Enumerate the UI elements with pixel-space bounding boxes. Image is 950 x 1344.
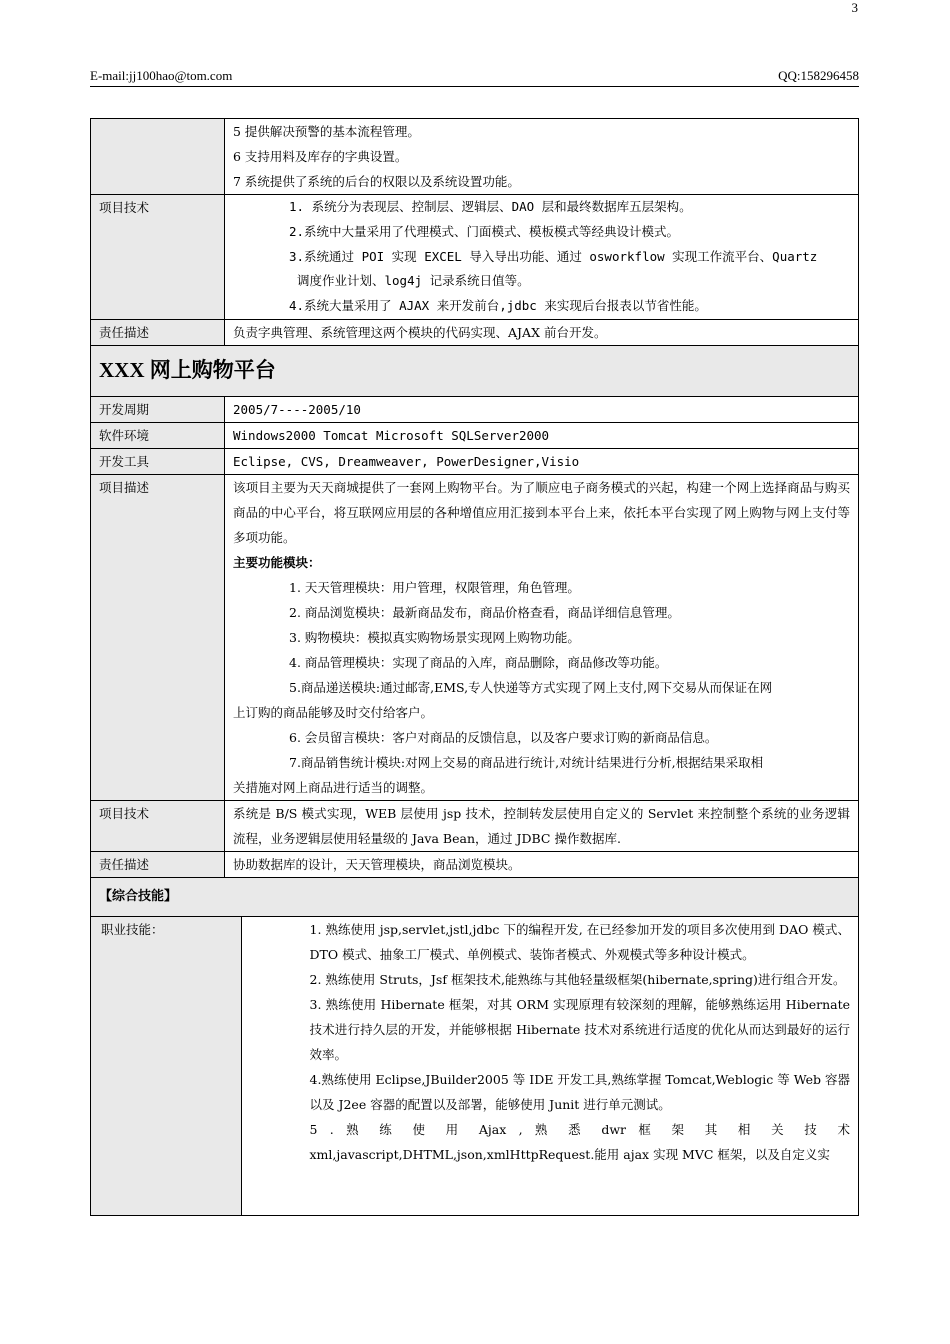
prev-duty-label: 责任描述	[91, 319, 225, 345]
tech-label: 项目技术	[91, 800, 225, 851]
list-item: 3. 购物模块：模拟真实购物场景实现网上购物功能。	[289, 629, 580, 645]
list-item: 6. 会员留言模块：客户对商品的反馈信息，以及客户要求订购的新商品信息。	[289, 729, 718, 745]
list-item: 关措施对网上商品进行适当的调整。	[233, 779, 434, 795]
tools-value: Eclipse, CVS, Dreamweaver, PowerDesigner,Visio	[225, 448, 859, 474]
desc-row	[91, 474, 859, 800]
list-item: 5 . 熟 练 使 用 Ajax , 熟 悉 dwr 框 架 其 相 关 技 术	[309, 1121, 850, 1137]
prev-tech-row	[91, 195, 859, 320]
env-row	[91, 422, 859, 448]
prev-features-row	[91, 119, 859, 195]
modules-heading: 主要功能模块：	[233, 554, 321, 570]
list-item: 3.系统通过 POI 实现 EXCEL 导入导出功能、通过 osworkflow 实现工作流平台、Quartz	[289, 248, 818, 264]
skills-cell	[91, 916, 859, 1215]
tools-row	[91, 448, 859, 474]
list-item: 调度作业计划、log4j 记录系统日值等。	[297, 273, 530, 289]
project-title-row	[91, 345, 859, 396]
prev-duty-row	[91, 319, 859, 345]
list-item: 3. 熟练使用 Hibernate 框架，对其 ORM 实现原理有较深刻的理解，能够熟练运用 Hibernate 技术进行持久层的开发，并能够根据 Hibernate 技术对系统进行适度的优化从而达到最好的运行效率。	[309, 996, 850, 1062]
header-email: E-mail:jj100hao@tom.com	[90, 68, 233, 83]
list-item: 4.系统大量采用了 AJAX 来开发前台,jdbc 来实现后台报表以节省性能。	[289, 298, 707, 314]
duty-label: 责任描述	[91, 851, 225, 877]
duty-row	[91, 851, 859, 877]
list-item: 5 提供解决预警的基本流程管理。	[233, 124, 420, 139]
tech-value: 系统是 B/S 模式实现，WEB 层使用 jsp 技术，控制转发层使用自定义的 Servlet 来控制整个系统的业务逻辑流程，业务逻辑层使用轻量级的 Java Bean，通过 JDBC 操作数据库.	[225, 800, 859, 851]
desc-cell	[225, 474, 859, 800]
skills-inner-table	[91, 917, 858, 1215]
list-item: 4.熟练使用 Eclipse,JBuilder2005 等 IDE 开发工具,熟练掌握 Tomcat,Weblogic 等 Web 容器以及 J2ee 容器的配置以及部署，能够使用 Junit 进行单元测试。	[309, 1071, 850, 1112]
list-item: 5.商品递送模块:通过邮寄,EMS,专人快递等方式实现了网上支付,网下交易从而保证在网	[289, 679, 773, 695]
tech-row	[91, 800, 859, 851]
prev-tech-label: 项目技术	[91, 195, 225, 320]
list-item: xml,javascript,DHTML,json,xmlHttpRequest.能用 ajax 实现 MVC 框架，以及自定义实	[309, 1146, 830, 1162]
desc-label: 项目描述	[91, 474, 225, 800]
skills-heading: 【综合技能】	[91, 877, 859, 916]
list-item: 7.商品销售统计模块:对网上交易的商品进行统计,对统计结果进行分析,根据结果采取相	[289, 754, 764, 770]
period-value: 2005/7----2005/10	[225, 396, 859, 422]
project-title: XXX 网上购物平台	[91, 345, 859, 396]
env-value: Windows2000 Tomcat Microsoft SQLServer2000	[225, 422, 859, 448]
prev-features-cell	[225, 119, 859, 195]
skills-list	[241, 917, 858, 1215]
skills-heading-row	[91, 877, 859, 916]
period-label: 开发周期	[91, 396, 225, 422]
list-item: 2. 熟练使用 Struts，Jsf 框架技术,能熟练与其他轻量级框架(hibernate,spring)进行组合开发。	[309, 971, 846, 987]
list-item: 6 支持用料及库存的字典设置。	[233, 149, 408, 164]
list-item: 1. 天天管理模块：用户管理，权限管理，角色管理。	[289, 579, 580, 595]
env-label: 软件环境	[91, 422, 225, 448]
resume-table	[90, 118, 859, 1216]
skills-row	[91, 916, 859, 1215]
list-item: 1. 熟练使用 jsp,servlet,jstl,jdbc 下的编程开发, 在已经参加开发的项目多次使用到 DAO 模式、DTO 模式、抽象工厂模式、单例模式、装饰者模式、外观模式等多种设计模式。	[309, 921, 850, 962]
prev-tech-cell	[225, 195, 859, 320]
list-item: 1. 系统分为表现层、控制层、逻辑层、DAO 层和最终数据库五层架构。	[289, 199, 692, 214]
list-item: 4. 商品管理模块：实现了商品的入库，商品删除，商品修改等功能。	[289, 654, 668, 670]
skills-label: 职业技能：	[91, 917, 241, 1215]
prev-features-label	[91, 119, 225, 195]
list-item: 7 系统提供了系统的后台的权限以及系统设置功能。	[233, 174, 520, 189]
list-item: 2. 商品浏览模块：最新商品发布，商品价格查看，商品详细信息管理。	[289, 604, 680, 620]
page-header	[90, 68, 859, 87]
header-qq: QQ:158296458	[778, 68, 859, 83]
list-item: 2.系统中大量采用了代理模式、门面模式、模板模式等经典设计模式。	[289, 223, 680, 239]
tools-label: 开发工具	[91, 448, 225, 474]
prev-duty-cell: 负责字典管理、系统管理这两个模块的代码实现、AJAX 前台开发。	[225, 319, 859, 345]
page-number: 3	[851, 0, 858, 15]
period-row	[91, 396, 859, 422]
list-item: 上订购的商品能够及时交付给客户。	[233, 704, 434, 720]
desc-intro: 该项目主要为天天商城提供了一套网上购物平台。为了顺应电子商务模式的兴起，构建一个网上选择商品与购买商品的中心平台，将互联网应用层的各种增值应用汇接到本平台上来，依托本平台实现了网上购物与网上支付等多项功能。	[233, 479, 850, 545]
duty-value: 协助数据库的设计，天天管理模块，商品浏览模块。	[225, 851, 859, 877]
